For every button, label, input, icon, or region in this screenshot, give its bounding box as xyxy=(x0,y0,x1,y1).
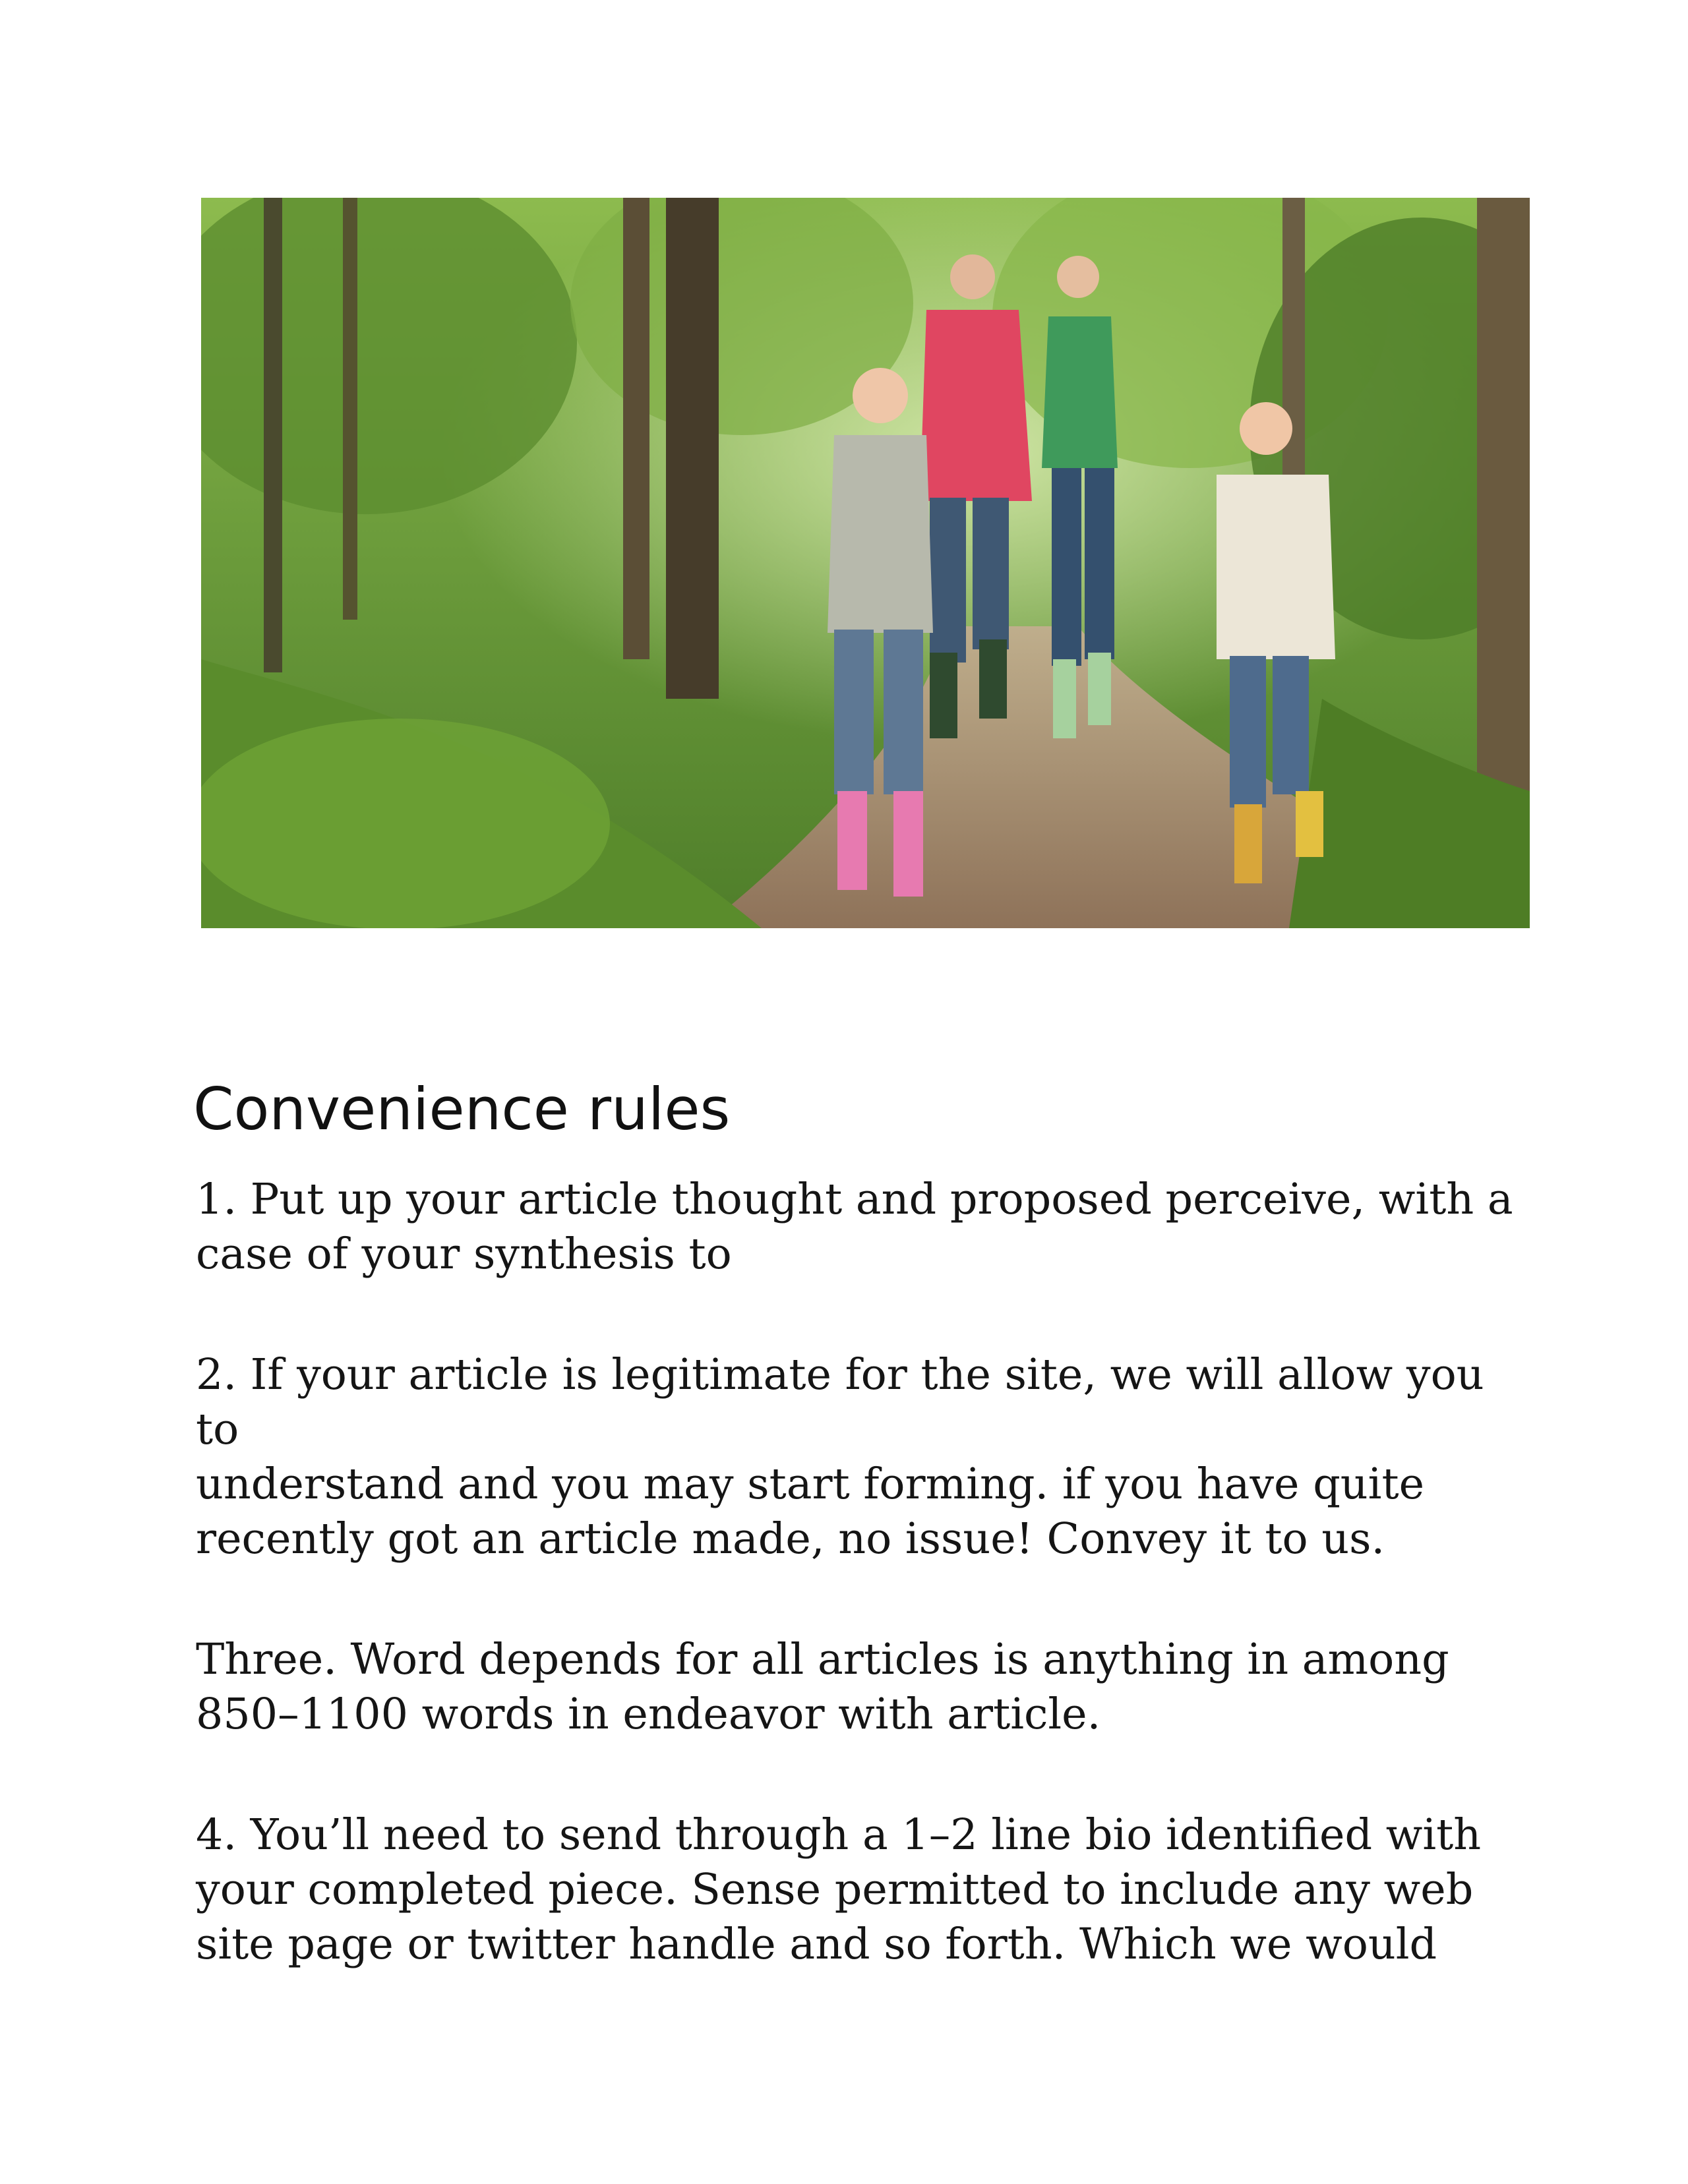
section-heading: Convenience rules xyxy=(193,1075,731,1143)
rule-item-4: 4. You’ll need to send through a 1–2 line bio identified with your completed piece. Sense permitted to include any web site page or twitter handle and so forth. Which we would xyxy=(196,1810,1482,1969)
forest-scene-illustration xyxy=(201,198,1530,928)
family-walking-in-forest-photo xyxy=(201,198,1530,928)
rule-item-3: Three. Word depends for all articles is anything in among 850–1100 words in endeavor with article. xyxy=(196,1635,1449,1739)
rule-item-2: 2. If your article is legitimate for the site, we will allow you to understand and you may start forming. if you have quite recently got an article made, no issue! Convey it to us. xyxy=(196,1350,1484,1564)
rule-item-1: 1. Put up your article thought and proposed perceive, with a case of your synthesis to xyxy=(196,1175,1513,1279)
rules-list xyxy=(196,1172,1515,2038)
